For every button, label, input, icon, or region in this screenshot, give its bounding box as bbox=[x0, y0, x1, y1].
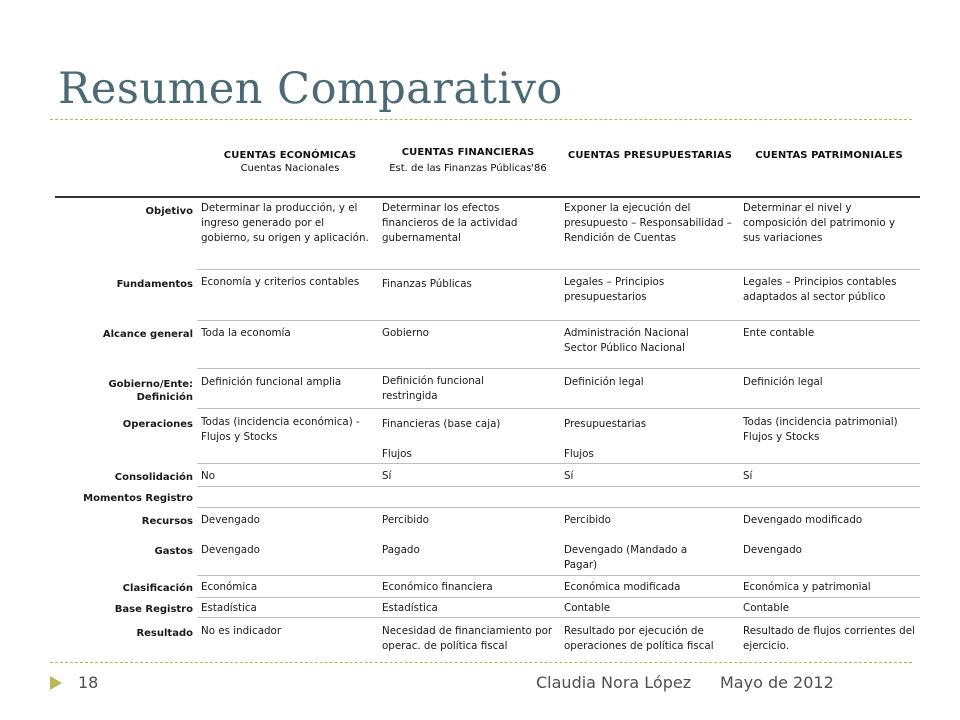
table-cell: Pagado bbox=[382, 544, 420, 556]
table-cell: No bbox=[201, 470, 216, 482]
column-header-economicas: CUENTAS ECONÓMICAS Cuentas Nacionales bbox=[223, 150, 357, 174]
table-cell: Todas (incidencia económica) - Flujos y Stocks bbox=[201, 416, 360, 443]
table-cell: Exponer la ejecución del presupuesto – Responsabilidad – Rendición de Cuentas bbox=[564, 202, 732, 244]
row-divider bbox=[197, 507, 920, 508]
page-number: 18 bbox=[78, 673, 99, 692]
table-cell: Económico financiera bbox=[382, 581, 493, 593]
table-cell: Legales – Principios presupuestarios bbox=[564, 276, 665, 303]
table-cell: Contable bbox=[564, 602, 611, 614]
table-cell: Finanzas Públicas bbox=[382, 278, 472, 290]
row-divider bbox=[197, 408, 920, 409]
table-cell: Devengado bbox=[201, 544, 260, 556]
table-cell: Sí bbox=[743, 470, 753, 482]
row-label-gastos: Gastos bbox=[154, 546, 193, 557]
row-label-clasificacion: Clasificación bbox=[122, 583, 193, 594]
table-cell: Económica modificada bbox=[564, 581, 681, 593]
row-label-alcance: Alcance general bbox=[102, 329, 193, 340]
table-cell: Gobierno bbox=[382, 327, 429, 339]
table-cell: Flujos bbox=[382, 448, 412, 460]
row-label-gobierno-ente: Gobierno/Ente: Definición bbox=[108, 379, 193, 403]
column-header-presupuestarias: CUENTAS PRESUPUESTARIAS bbox=[567, 150, 733, 161]
table-cell: Resultado de flujos corrientes del ejercicio. bbox=[743, 625, 915, 652]
table-cell: Administración Nacional Sector Público Nacional bbox=[564, 327, 689, 354]
row-divider bbox=[197, 320, 920, 321]
column-header-financieras: CUENTAS FINANCIERAS Est. de las Finanzas Públicas'86 bbox=[389, 147, 547, 174]
table-cell: Devengado (Mandado a Pagar) bbox=[564, 544, 688, 571]
table-cell: Económica y patrimonial bbox=[743, 581, 871, 593]
table-cell: Resultado por ejecución de operaciones de política fiscal bbox=[564, 625, 714, 652]
table-cell: No es indicador bbox=[201, 625, 282, 637]
row-label-objetivo: Objetivo bbox=[145, 206, 193, 217]
row-label-recursos: Recursos bbox=[141, 516, 193, 527]
row-divider bbox=[197, 597, 920, 598]
table-cell: Devengado bbox=[201, 514, 260, 526]
bullet-triangle-icon bbox=[50, 676, 62, 690]
row-label-consolidacion: Consolidación bbox=[114, 472, 193, 483]
slide-title: Resumen Comparativo bbox=[58, 64, 563, 114]
footer-divider bbox=[50, 662, 912, 663]
table-cell: Economía y criterios contables bbox=[201, 276, 360, 288]
table-cell: Económica bbox=[201, 581, 258, 593]
table-cell: Percibido bbox=[564, 514, 611, 526]
row-label-base-registro: Base Registro bbox=[114, 604, 193, 615]
column-header-patrimoniales: CUENTAS PATRIMONIALES bbox=[755, 150, 903, 161]
footer-date: Mayo de 2012 bbox=[720, 673, 834, 692]
table-cell: Todas (incidencia patrimonial) Flujos y Stocks bbox=[743, 416, 898, 443]
title-divider bbox=[50, 119, 912, 120]
table-cell: Determinar la producción, y el ingreso generado por el gobierno, su origen y aplicación. bbox=[201, 202, 369, 244]
table-cell: Determinar los efectos financieros de la actividad gubernamental bbox=[382, 202, 518, 244]
row-divider bbox=[197, 269, 920, 270]
table-cell: Definición funcional amplia bbox=[201, 376, 342, 388]
table-cell: Sí bbox=[382, 470, 392, 482]
row-label-momentos-registro: Momentos Registro bbox=[83, 493, 193, 504]
row-divider bbox=[197, 368, 920, 369]
table-cell: Determinar el nivel y composición del patrimonio y sus variaciones bbox=[743, 202, 896, 244]
row-divider bbox=[197, 575, 920, 576]
table-cell: Estadística bbox=[382, 602, 438, 614]
table-cell: Percibido bbox=[382, 514, 429, 526]
row-label-operaciones: Operaciones bbox=[122, 419, 193, 430]
table-cell: Legales – Principios contables adaptados al sector público bbox=[743, 276, 897, 303]
table-cell: Presupuestarias bbox=[564, 418, 647, 430]
table-cell: Definición legal bbox=[564, 376, 644, 388]
row-divider bbox=[197, 617, 920, 618]
table-cell: Devengado modificado bbox=[743, 514, 863, 526]
table-cell: Financieras (base caja) bbox=[382, 418, 501, 430]
table-cell: Toda la economía bbox=[201, 327, 291, 339]
header-rule bbox=[55, 196, 920, 198]
table-cell: Flujos bbox=[564, 448, 594, 460]
row-label-resultado: Resultado bbox=[136, 628, 193, 639]
table-cell: Estadística bbox=[201, 602, 257, 614]
table-cell: Contable bbox=[743, 602, 790, 614]
table-cell: Devengado bbox=[743, 544, 802, 556]
table-cell: Necesidad de financiamiento por operac. de política fiscal bbox=[382, 625, 553, 652]
row-label-fundamentos: Fundamentos bbox=[116, 279, 193, 290]
footer-author: Claudia Nora López bbox=[536, 673, 692, 692]
table-cell: Definición funcional restringida bbox=[382, 375, 484, 402]
table-cell: Ente contable bbox=[743, 327, 815, 339]
row-divider bbox=[197, 463, 920, 464]
row-divider bbox=[197, 486, 920, 487]
table-cell: Definición legal bbox=[743, 376, 823, 388]
table-cell: Sí bbox=[564, 470, 574, 482]
